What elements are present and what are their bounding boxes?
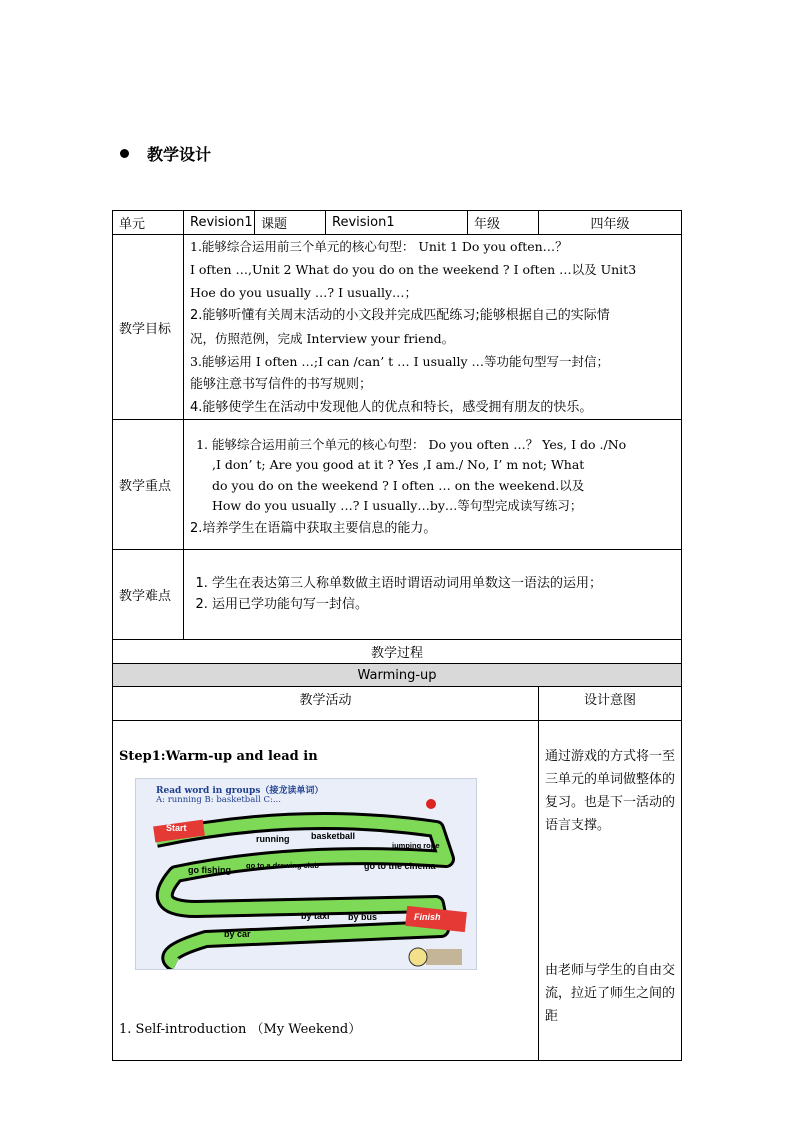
objective-line: 况，仿照范例，完成 Interview your friend。 — [190, 331, 455, 346]
game-label: running — [256, 834, 290, 844]
unit-value: Revision1 — [184, 211, 255, 235]
game-label: go fishing — [188, 865, 231, 875]
grade-label: 年级 — [468, 211, 539, 235]
lesson-plan-table — [112, 210, 682, 1061]
process-title-row — [113, 640, 682, 664]
header-row — [113, 211, 682, 235]
intent-column-header: 设计意图 — [539, 687, 682, 721]
topic-label: 课题 — [255, 211, 326, 235]
game-label: by taxi — [301, 911, 330, 921]
key-point-line: How do you usually …? I usually…by…等句型完成读写练习； — [212, 498, 583, 513]
game-label-finish: Finish — [414, 912, 441, 922]
process-title: 教学过程 — [113, 640, 682, 664]
unit-label: 单元 — [113, 211, 184, 235]
intent-text-2: 由老师与学生的自由交流，拉近了师生之间的距 — [545, 963, 676, 1024]
objectives-label: 教学目标 — [113, 235, 184, 420]
key-points-row — [113, 420, 682, 550]
objective-line: Hoe do you usually …? I usually…； — [190, 285, 418, 300]
game-label: jumping rope — [392, 841, 440, 850]
phase-row — [113, 664, 682, 687]
objective-line: 能够注意书写信件的书写规则； — [190, 377, 373, 392]
activity-cell — [113, 721, 539, 1061]
phase-title: Warming-up — [113, 664, 682, 687]
objective-line: I often …,Unit 2 What do you do on the weekend ? I often …以及 Unit3 — [190, 262, 637, 277]
objectives-content — [184, 235, 682, 420]
objective-line: 3.能够运用 I often …;I can /can’ t … I usually …等功能句型写一封信； — [190, 354, 610, 369]
game-subtitle: A: running B: basketball C:... — [156, 795, 281, 805]
game-label: by car — [224, 929, 251, 939]
key-points-label: 教学重点 — [113, 420, 184, 550]
grade-value: 四年级 — [539, 211, 682, 235]
game-label: by bus — [348, 912, 378, 922]
section-heading — [120, 142, 211, 165]
key-point-2: 2.培养学生在语篇中获取主要信息的能力。 — [190, 520, 437, 536]
difficulties-content — [184, 550, 682, 640]
key-points-content — [184, 420, 682, 550]
key-point-line: do you do on the weekend ? I often … on the weekend.以及 — [212, 477, 585, 493]
game-label: go to the cinema — [364, 861, 436, 871]
step1-title: Step1:Warm-up and lead in — [119, 749, 318, 764]
difficulty-item: 1. 学生在表达第三人称单数做主语时谓语动词用单数这一语法的运用； — [212, 574, 675, 595]
self-introduction: 1. Self-introduction （My Weekend） — [119, 1022, 362, 1037]
topic-value: Revision1 — [326, 211, 468, 235]
difficulty-item: 2. 运用已学功能句写一封信。 — [212, 595, 675, 616]
game-board-graphic — [136, 779, 476, 969]
difficulties-label: 教学难点 — [113, 550, 184, 640]
objective-line: 1.能够综合运用前三个单元的核心句型： Unit 1 Do you often…？ — [190, 239, 568, 254]
word-game-image — [135, 778, 477, 970]
intent-text-1: 通过游戏的方式将一至三单元的单词做整体的复习。也是下一活动的语言支撑。 — [545, 749, 676, 833]
heading-text: 教学设计 — [147, 145, 212, 164]
activity-column-header: 教学活动 — [113, 687, 539, 721]
game-title: Read word in groups（接龙读单词） — [156, 786, 324, 796]
step1-row — [113, 721, 682, 1061]
objective-line: 4.能够使学生在活动中发现他人的优点和特长，感受拥有朋友的快乐。 — [190, 400, 593, 415]
key-point-line: ,I don’ t; Are you good at it ? Yes ,I am./ No, I’ m not; What — [212, 457, 585, 472]
game-label-start: Start — [166, 823, 187, 833]
game-label: go to a drawing club — [246, 861, 319, 870]
game-label: basketball — [311, 831, 356, 841]
difficulties-row — [113, 550, 682, 640]
bullet-icon — [120, 149, 129, 158]
objectives-row — [113, 235, 682, 420]
columns-row — [113, 687, 682, 721]
objective-line: 2.能够听懂有关周末活动的小文段并完成匹配练习;能够根据自己的实际情 — [190, 308, 610, 323]
key-point-line: 能够综合运用前三个单元的核心句型： Do you often …？ Yes, I do ./No — [212, 436, 627, 452]
intent-cell — [539, 721, 682, 1061]
